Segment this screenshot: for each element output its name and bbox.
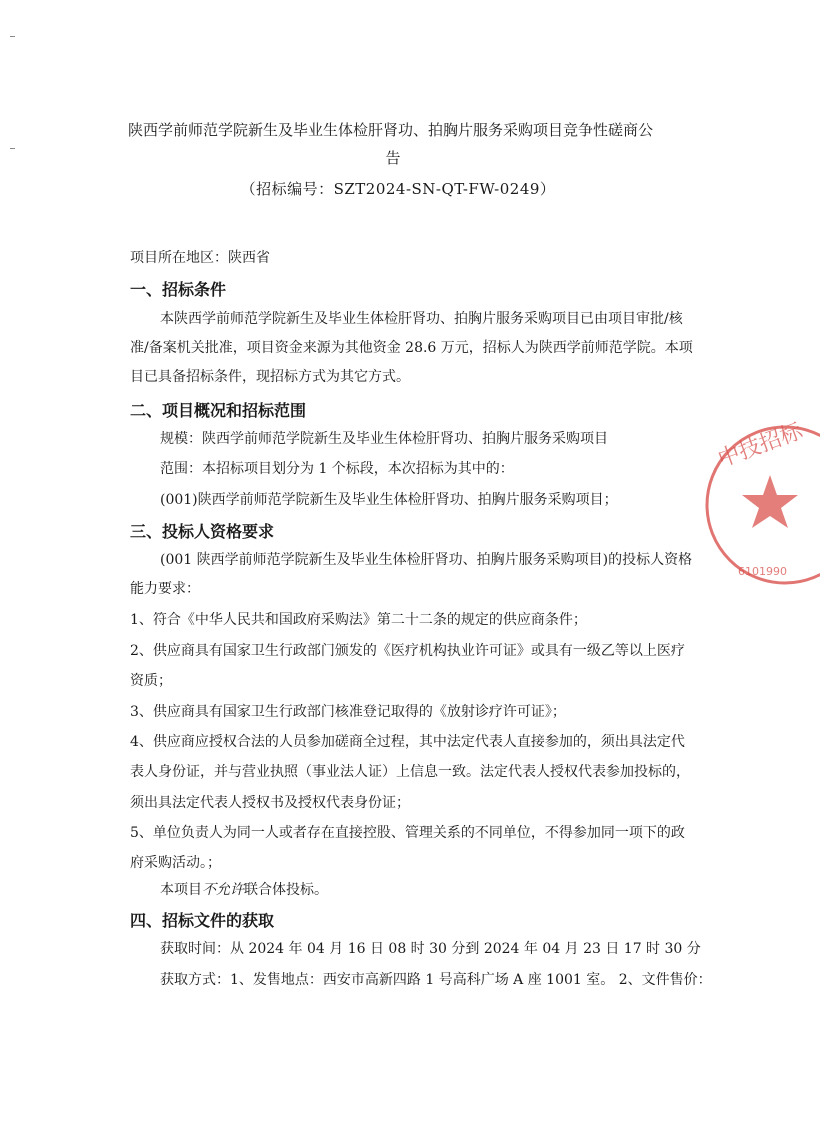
official-seal <box>700 420 820 590</box>
acquisition-time: 获取时间：从 2024 年 04 月 16 日 08 时 30 分到 2024 年 04 月 23 日 17 时 30 分 <box>160 941 701 957</box>
seal-number: 6101990 <box>738 565 787 578</box>
section-3-heading: 三、投标人资格要求 <box>130 522 275 541</box>
requirement-5: 5、单位负责人为同一人或者存在直接控股、管理关系的不同单位，不得参加同一项下的政 <box>130 825 685 841</box>
consortium-pre: 本项目 <box>160 882 202 898</box>
consortium-emphasis: 不允许 <box>202 882 244 898</box>
requirement-4-cont: 表人身份证，并与营业执照（事业法人证）上信息一致。法定代表人授权代表参加投标的， <box>130 764 690 780</box>
requirement-1: 1、符合《中华人民共和国政府采购法》第二十二条的规定的供应商条件； <box>130 612 587 628</box>
title-line-1: 陕西学前师范学院新生及毕业生体检肝肾功、拍胸片服务采购项目竞争性磋商公 <box>128 121 654 139</box>
seal-star <box>742 475 798 528</box>
requirement-4: 4、供应商应授权合法的人员参加磋商全过程，其中法定代表人直接参加的，须出具法定代 <box>130 734 685 750</box>
project-scope: 范围：本招标项目划分为 1 个标段，本次招标为其中的： <box>160 461 514 477</box>
requirement-2-cont: 资质； <box>130 673 172 689</box>
scan-mark <box>10 36 15 37</box>
section-1-line: 准/备案机关批准，项目资金来源为其他资金 28.6 万元，招标人为陕西学前师范学院。本项 <box>130 340 693 356</box>
section-1-line: 目已具备招标条件，现招标方式为其它方式。 <box>130 369 410 385</box>
requirement-4-cont: 须出具法定代表人授权书及授权代表身份证； <box>130 795 410 811</box>
document-title <box>128 116 668 172</box>
section-4-heading: 四、招标文件的获取 <box>130 911 275 930</box>
section-1-heading: 一、招标条件 <box>130 280 227 299</box>
acquisition-method: 获取方式：1、发售地点：西安市高新四路 1 号高科广场 A 座 1001 室。 2、文件售价： <box>160 972 712 988</box>
project-region: 项目所在地区：陕西省 <box>130 250 270 266</box>
scan-mark <box>10 148 15 149</box>
consortium-statement <box>160 880 328 900</box>
consortium-post: 联合体投标。 <box>244 882 328 898</box>
bid-number: （招标编号：SZT2024-SN-QT-FW-0249） <box>240 180 556 198</box>
project-lot: (001)陕西学前师范学院新生及毕业生体检肝肾功、拍胸片服务采购项目； <box>160 492 618 508</box>
section-1-line: 本陕西学前师范学院新生及毕业生体检肝肾功、拍胸片服务采购项目已由项目审批/核 <box>160 311 683 327</box>
project-scale: 规模：陕西学前师范学院新生及毕业生体检肝肾功、拍胸片服务采购项目 <box>160 431 608 447</box>
requirement-5-cont: 府采购活动。； <box>130 855 221 871</box>
qualification-intro: 能力要求： <box>130 581 200 597</box>
section-2-heading: 二、项目概况和招标范围 <box>130 401 307 420</box>
requirement-3: 3、供应商具有国家卫生行政部门核准登记取得的《放射诊疗许可证》； <box>130 704 566 720</box>
qualification-intro: (001 陕西学前师范学院新生及毕业生体检肝肾功、拍胸片服务采购项目)的投标人资格 <box>160 552 693 568</box>
seal-text: 中技招标 <box>714 418 806 473</box>
requirement-2: 2、供应商具有国家卫生行政部门颁发的《医疗机构执业许可证》或具有一级乙等以上医疗 <box>130 643 685 659</box>
title-line-2: 告 <box>385 149 401 167</box>
